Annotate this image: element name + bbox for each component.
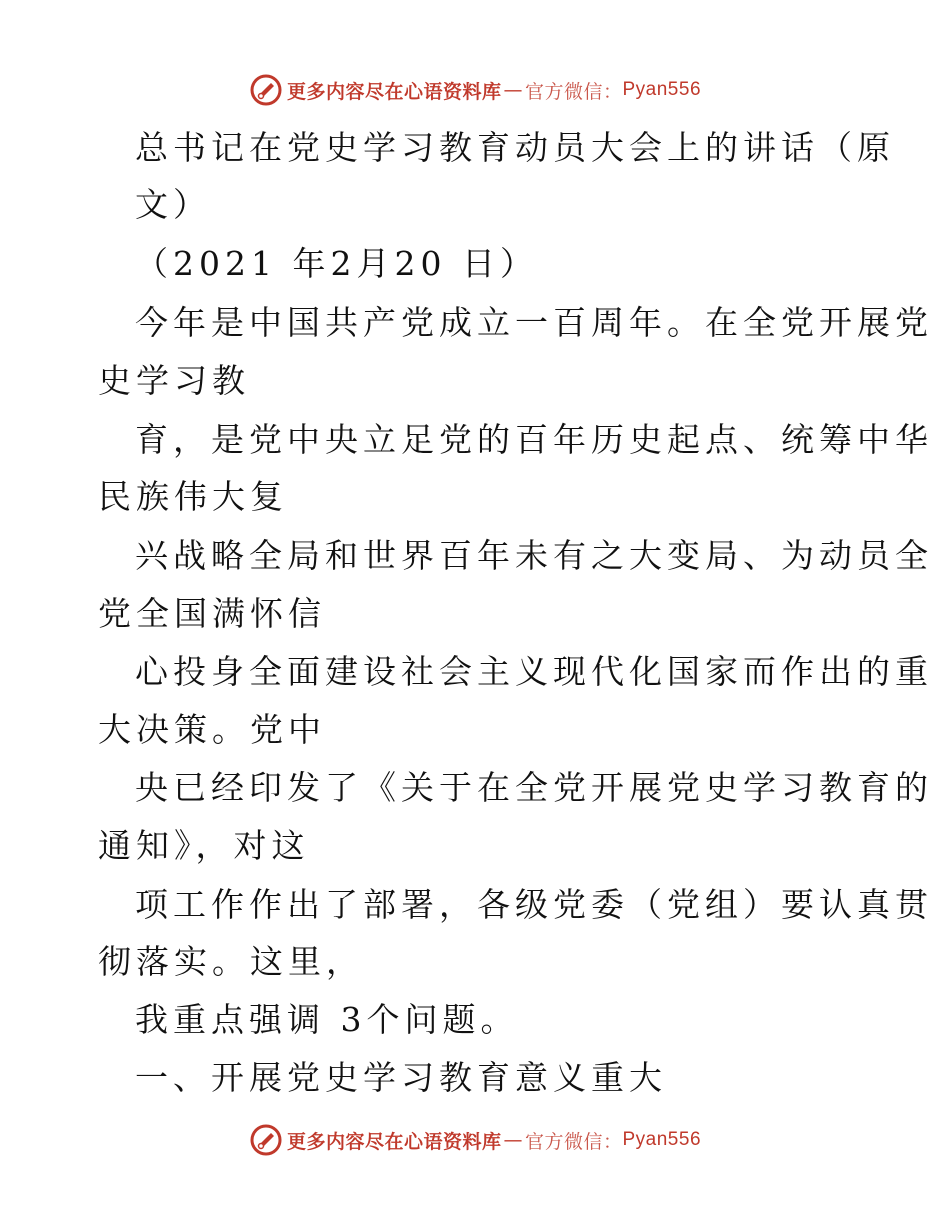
logo-icon xyxy=(249,1123,283,1157)
watermark-dash: — xyxy=(503,79,523,101)
paragraph-line: 项工作作出了部署，各级党委（党组）要认真贯 xyxy=(135,885,933,924)
watermark-main-text: 更多内容尽在心语资料库 xyxy=(286,1130,502,1153)
paragraph-line: 兴战略全局和世界百年未有之大变局、为动员全 xyxy=(135,536,933,575)
paragraph-line: 今年是中国共产党成立一百周年。在全党开展党 xyxy=(135,303,933,342)
paragraph-line: 通知》，对这 xyxy=(98,826,310,865)
title-line-1: 总书记在党史学习教育动员大会上的讲话（原 xyxy=(135,128,895,167)
watermark-sub-text: 官方微信： xyxy=(524,80,623,103)
watermark-footer xyxy=(0,1120,950,1160)
date-line: （2021 年2月20 日） xyxy=(135,244,538,283)
watermark-id: Pyan556 xyxy=(622,1129,702,1150)
paragraph-line: 育，是党中央立足党的百年历史起点、统筹中华 xyxy=(135,420,933,459)
paragraph-line: 党全国满怀信 xyxy=(98,594,326,633)
watermark-id: Pyan556 xyxy=(622,79,702,100)
paragraph-line: 我重点强调 3个问题。 xyxy=(135,1000,519,1039)
watermark-sub-text: 官方微信： xyxy=(524,1130,623,1153)
title-line-2: 文） xyxy=(135,185,211,224)
paragraph-line: 民族伟大复 xyxy=(98,477,288,516)
paragraph-line: 大决策。党中 xyxy=(98,710,326,749)
paragraph-line: 心投身全面建设社会主义现代化国家而作出的重 xyxy=(135,652,933,691)
paragraph-line: 央已经印发了《关于在全党开展党史学习教育的 xyxy=(135,768,933,807)
watermark-dash: — xyxy=(503,1129,523,1151)
paragraph-line: 彻落实。这里， xyxy=(98,942,364,981)
section-heading: 一、开展党史学习教育意义重大 xyxy=(135,1058,667,1097)
watermark-main-text: 更多内容尽在心语资料库 xyxy=(286,80,502,103)
paragraph-line: 史学习教 xyxy=(98,361,250,400)
